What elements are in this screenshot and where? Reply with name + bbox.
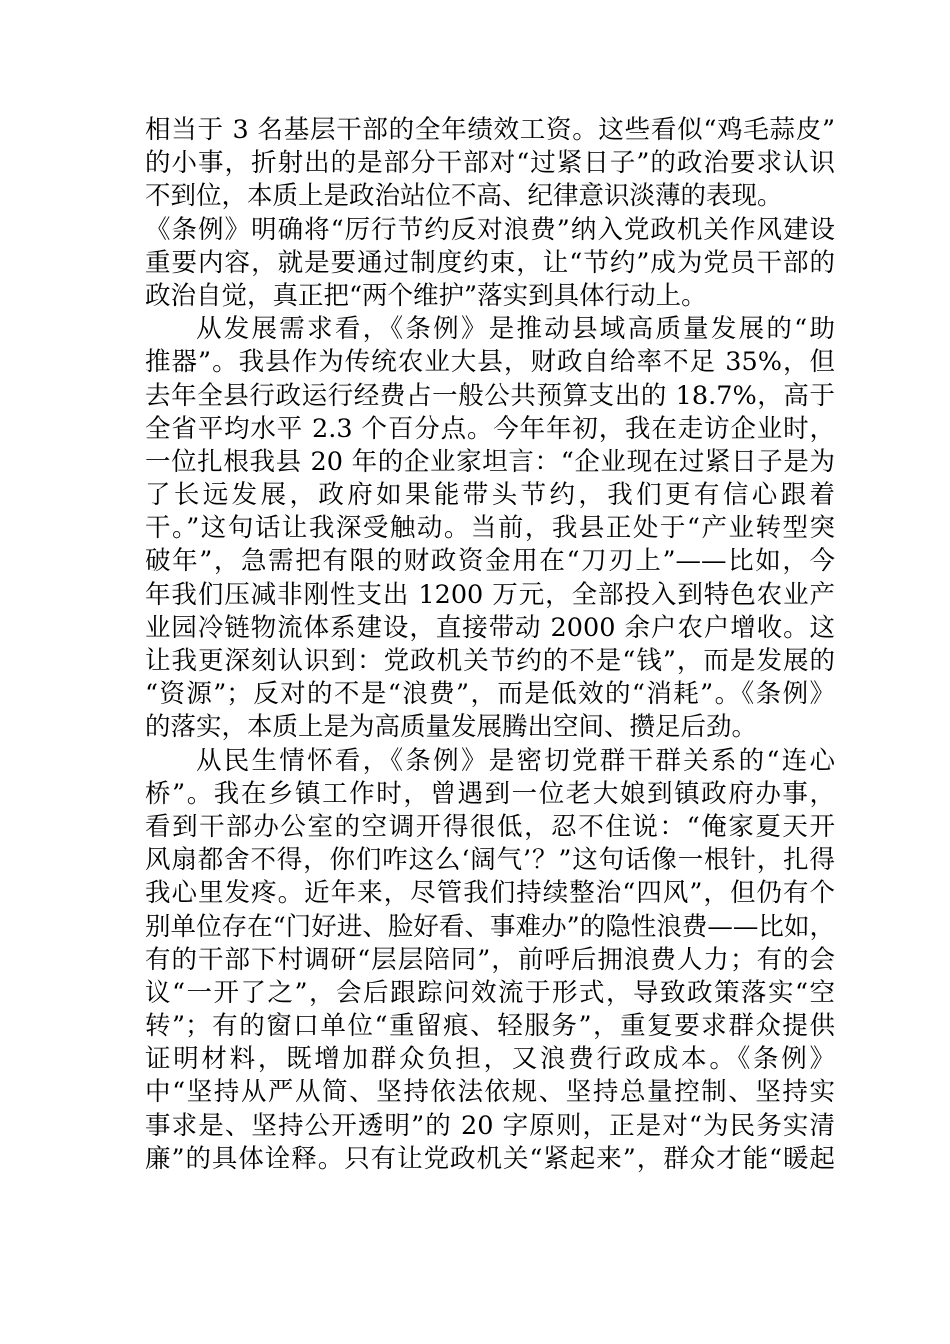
text-line: 全省平均水平 2.3 个百分点。今年年初，我在走访企业时， — [145, 413, 835, 444]
text-line: 我心里发疼。近年来，尽管我们持续整治“四风”，但仍有个 — [145, 878, 835, 909]
text-line: 相当于 3 名基层干部的全年绩效工资。这些看似“鸡毛蒜皮” — [145, 115, 835, 145]
text-line: 别单位存在“门好进、脸好看、事难办”的隐性浪费——比如， — [145, 911, 835, 942]
text-line: 议“一开了之”，会后跟踪问效流于形式，导致政策落实“空 — [145, 977, 835, 1008]
text-line: 干。”这句话让我深受触动。当前，我县正处于“产业转型突 — [145, 513, 835, 544]
text-line: 看到干部办公室的空调开得很低，忍不住说：“俺家夏天开 — [145, 811, 835, 842]
text-line: 重要内容，就是要通过制度约束，让“节约”成为党员干部的 — [145, 247, 835, 278]
text-line: 有的干部下村调研“层层陪同”，前呼后拥浪费人力；有的会 — [145, 944, 835, 975]
text-line: 去年全县行政运行经费占一般公共预算支出的 18.7%，高于 — [145, 380, 835, 411]
text-line: 的落实，本质上是为高质量发展腾出空间、攒足后劲。 — [145, 712, 758, 743]
text-line: 让我更深刻认识到：党政机关节约的不是“钱”，而是发展的 — [145, 646, 835, 676]
paragraph-first-line: 从发展需求看，《条例》是推动县域高质量发展的“助 — [196, 314, 835, 345]
text-line: 推器”。我县作为传统农业大县，财政自给率不足 35%，但 — [145, 347, 835, 378]
text-line: 一位扎根我县 20 年的企业家坦言：“企业现在过紧日子是为 — [145, 446, 835, 477]
text-line: 不到位，本质上是政治站位不高、纪律意识淡薄的表现。 — [145, 181, 783, 212]
text-line: 转”；有的窗口单位“重留痕、轻服务”，重复要求群众提供 — [145, 1011, 835, 1042]
text-line: 廉”的具体诠释。只有让党政机关“紧起来”，群众才能“暖起 — [145, 1143, 835, 1174]
text-line: 政治自觉，真正把“两个维护”落实到具体行动上。 — [145, 280, 707, 311]
text-line: 中“坚持从严从简、坚持依法依规、坚持总量控制、坚持实 — [145, 1077, 835, 1108]
text-line: 桥”。我在乡镇工作时，曾遇到一位老大娘到镇政府办事， — [145, 778, 835, 809]
paragraph-first-line: 从民生情怀看，《条例》是密切党群干群关系的“连心 — [196, 745, 835, 776]
text-line: 了长远发展，政府如果能带头节约，我们更有信心跟着 — [145, 480, 835, 511]
body-text — [145, 114, 835, 1176]
text-line: “资源”；反对的不是“浪费”，而是低效的“消耗”。《条例》 — [145, 679, 835, 710]
text-line: 破年”，急需把有限的财政资金用在“刀刃上”——比如，今 — [145, 546, 835, 577]
text-line: 事求是、坚持公开透明”的 20 字原则，正是对“为民务实清 — [145, 1110, 835, 1141]
text-line: 证明材料，既增加群众负担，又浪费行政成本。《条例》 — [145, 1044, 835, 1075]
text-line: 的小事，折射出的是部分干部对“过紧日子”的政治要求认识 — [145, 148, 835, 179]
text-line: 风扇都舍不得，你们咋这么‘阔气’？”这句话像一根针，扎得 — [145, 845, 835, 876]
text-line: 《条例》明确将“厉行节约反对浪费”纳入党政机关作风建设 — [145, 214, 835, 245]
text-line: 年我们压减非刚性支出 1200 万元，全部投入到特色农业产 — [145, 579, 835, 610]
text-line: 业园冷链物流体系建设，直接带动 2000 余户农户增收。这 — [145, 612, 835, 643]
